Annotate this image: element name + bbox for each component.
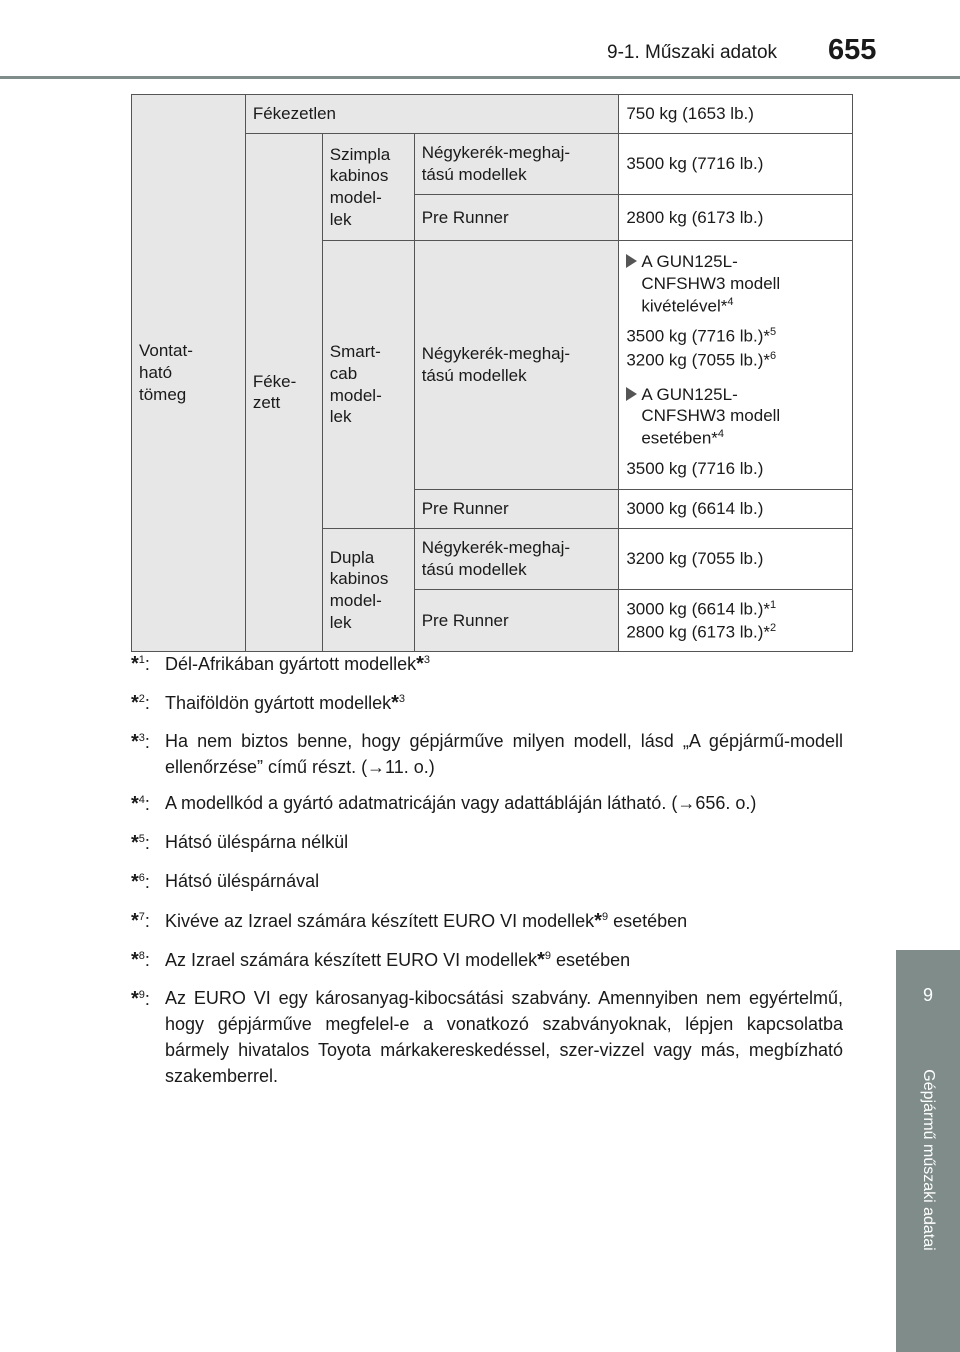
smart-cab-awd-values xyxy=(619,241,853,490)
single-cab-awd-label: Négykerék-meghaj- tású modellek xyxy=(414,134,619,195)
triangle-bullet-icon xyxy=(626,254,637,268)
triangle-bullet-icon xyxy=(626,387,637,401)
chapter-tab[interactable]: 9 xyxy=(896,950,960,1040)
smart-cab-awd-label: Négykerék-meghaj- tású modellek xyxy=(414,241,619,490)
unbraked-value: 750 kg (1653 lb.) xyxy=(619,95,853,134)
row-label-towable-mass: Vontat- ható tömeg xyxy=(132,95,246,652)
condition-text: A GUN125L- CNFSHW3 modell kivételével* xyxy=(641,252,781,316)
footnote: *$^6$: Hátsó üléspárnával xyxy=(131,871,320,894)
header-rule xyxy=(0,76,960,79)
chapter-side-label: Gépjármű műszaki adatai xyxy=(920,1069,937,1251)
condition-text: A GUN125L- CNFSHW3 modell esetében* xyxy=(641,384,781,448)
footnote: *$^7$: Kivéve az Izrael számára készített EURO VI modellek*$^9$ esetében xyxy=(131,910,688,933)
footnote-ref: 4 xyxy=(717,428,725,441)
condition-bullet xyxy=(626,251,845,317)
footnote: *$^1$: Dél-Afrikában gyártott modellek*$^3$ xyxy=(131,653,431,675)
footnote-ref: 1 xyxy=(770,599,777,612)
smart-cab-prerunner-label: Pre Runner xyxy=(414,490,619,529)
double-cab-prerunner-values: 3000 kg (6614 lb.)*$^1$ 2800 kg (6173 lb.)*$^2$ xyxy=(619,590,853,652)
smart-cab-prerunner-value: 3000 kg (6614 lb.) xyxy=(619,490,853,529)
smart-cab-label: Smart- cab model- lek xyxy=(322,241,414,529)
footnote: *$^2$: Thaiföldön gyártott modellek*$^3$ xyxy=(131,692,406,714)
footnote: *$^4$: A modellkód a gyártó adatmatricáján vagy adattábláján látható. (→656. o.) xyxy=(131,793,757,816)
condition-bullet xyxy=(626,384,845,450)
footnote-ref: 6 xyxy=(770,350,777,363)
unbraked-label: Fékezetlen xyxy=(245,95,619,134)
double-cab-prerunner-label: Pre Runner xyxy=(414,590,619,652)
footnote: *$^3$: Ha nem biztos benne, hogy gépjárműve milyen modell, lásd „A gépjármű-modell ellenőrzése” című részt. (→11. o.) xyxy=(131,731,843,778)
towing-weight-table xyxy=(131,94,853,652)
footnote: *$^9$: Az EURO VI egy károsanyag-kibocsátási szabvány. Amennyiben nem egyértelmű, hogy gépjárműve megfelel-e a vonatkozó szabványoknak, lépjen kapcsolatba bármely hivatalos Toyota márkakereskedéssel, szer-vizzel vagy más, megbízható szakemberrel. xyxy=(131,988,843,1087)
page-number: 655 xyxy=(828,34,877,66)
value-text: 3500 kg (7716 lb.)* xyxy=(626,326,770,346)
double-cab-awd-value: 3200 kg (7055 lb.) xyxy=(619,529,853,590)
footnote-ref: 4 xyxy=(727,295,734,308)
footnote: *$^8$: Az Izrael számára készített EURO VI modellek*$^9$ esetében xyxy=(131,949,631,972)
section-title: 9-1. Műszaki adatok xyxy=(607,42,778,63)
footnotes xyxy=(131,650,843,1100)
single-cab-awd-value: 3500 kg (7716 lb.) xyxy=(619,134,853,195)
footnote-ref: 2 xyxy=(770,621,777,634)
value-text: 3200 kg (7055 lb.)* xyxy=(626,350,770,370)
single-cab-label: Szimpla kabinos model- lek xyxy=(322,134,414,241)
single-cab-prerunner-label: Pre Runner xyxy=(414,195,619,241)
double-cab-awd-label: Négykerék-meghaj- tású modellek xyxy=(414,529,619,590)
single-cab-prerunner-value: 2800 kg (6173 lb.) xyxy=(619,195,853,241)
double-cab-label: Dupla kabinos model- lek xyxy=(322,529,414,652)
footnote-ref: 5 xyxy=(770,325,777,338)
braked-label: Féke- zett xyxy=(245,134,322,652)
footnote: *$^5$: Hátsó üléspárna nélkül xyxy=(131,832,349,855)
value-text: 3500 kg (7716 lb.) xyxy=(626,458,764,478)
